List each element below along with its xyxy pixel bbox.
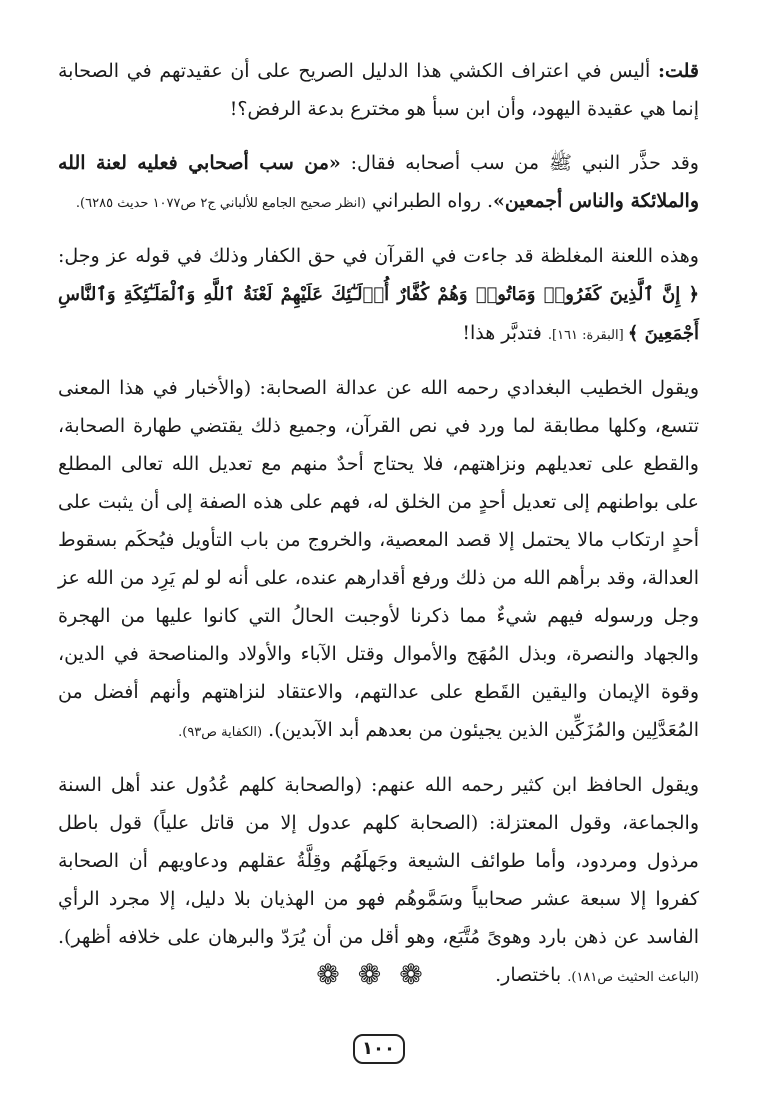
paragraph-3-text: وهذه اللعنة المغلظة قد جاءت في القرآن في حق الكفار وذلك في قوله عز وجل: — [58, 245, 699, 267]
hadith-reference: (انظر صحيح الجامع للألباني ج٢ ص١٠٧٧ حديث ٦٢٨٥). — [75, 196, 366, 211]
flower-ornament-icon: ❁ — [316, 958, 358, 991]
page-number: ١٠٠ — [353, 1034, 405, 1064]
hadith-quote: «من سب أصحابي فعليه لعنة الله والملائكة والناس أجمعين» — [58, 152, 699, 212]
flower-ornament-icon: ❁ — [357, 958, 400, 991]
paragraph-3-text-2: فتدبَّر هذا! — [462, 322, 548, 344]
quran-reference: [البقرة: ١٦١]. — [547, 328, 628, 343]
paragraph-2-text-2: . رواه الطبراني — [366, 190, 494, 212]
paragraph-5-text: ويقول الحافظ ابن كثير رحمه الله عنهم: (والصحابة كلهم عُدُول عند أهل السنة والجماعة، وقول المعتزلة: (الصحابة كلهم عدول إلا من قاتل علياً) قول باطل مرذول ومردود، وأما طوائف الشيعة وجَهلَهُم وقِلَّةُ عقلهم ودعاويهم أن الصحابة كفروا إلا سبعة عشر صحابياً وسَمَّوهُم فهو من الهذيان بلا دليل، إلا مجرد الرأي الفاسد عن ذهن بارد وهوىً مُتَّبَع، وهو أقل من أن يُرَدّ والبرهان على خلافه أظهر). — [58, 774, 699, 948]
lead-word: قلت: — [657, 60, 699, 82]
paragraph-4-text: ويقول الخطيب البغدادي رحمه الله عن عدالة الصحابة: (والأخبار في هذا المعنى تتسع، وكلها مطابقة لما ورد في نص القرآن، وجميع ذلك يقتضي طهارة الصحابة، والقطع على تعديلهم ونزاهتهم، فلا يحتاج أحدٌ منهم مع تعديل الله تعالى المطلع على بواطنهم إلى تعديل أحدٍ من الخلق له، فهم على هذه الصفة إلى أن يثبت على أحدٍ ارتكاب مالا يحتمل إلا قصد المعصية، والخروج من باب التأويل فيُحكَم بسقوط العدالة، وقد برأهم الله من ذلك ورفع أقدارهم عنده، على أنه لو لم يَرِد من الله عز وجل ورسوله فيهم شيءٌ مما ذكرنا لأوجبت الحالُ التي كانوا عليها من الهجرة والجهاد والنصرة، وبذل المُهَج والأموال وقتل الآباء والأولاد والمناصحة في الدين، وقوة الإيمان واليقين القَطع على عدالتهم، والاعتقاد لنزاهتهم وأنهم أفضل من المُعَدَّلِين والمُزَكِّين الذين يجيئون من بعدهم أبد الآبدين). — [58, 377, 699, 741]
page-body — [58, 52, 699, 997]
paragraph-5-text-2: باختصار. — [495, 964, 568, 986]
paragraph-2 — [58, 144, 699, 223]
quran-verse: ﴿ إِنَّ ٱلَّذِينَ كَفَرُوا۟ وَمَاتُوا۟ وَهُمْ كُفَّارٌ أُو۟لَـٰٓئِكَ عَلَيْهِمْ لَعْنَةُ ٱللَّهِ وَٱلْمَلَـٰٓئِكَةِ وَٱلنَّاسِ أَجْمَعِينَ ﴾ — [58, 284, 699, 344]
paragraph-3 — [58, 237, 699, 355]
paragraph-4 — [58, 369, 699, 752]
kifaya-reference: (الكفاية ص٩٣). — [178, 725, 263, 740]
paragraph-1-text: أليس في اعتراف الكشي هذا الدليل الصريح على أن عقيدتهم في الصحابة إنما هي عقيدة اليهود، وأن ابن سبأ هو مخترع بدعة الرفض؟! — [58, 60, 699, 120]
flower-ornament-icon: ❁ — [399, 958, 441, 991]
paragraph-1 — [58, 52, 699, 128]
paragraph-2-text: وقد حذَّر النبي ﷺ من سب أصحابه فقال: — [340, 152, 699, 174]
baith-reference: (الباعث الحثيث ص١٨١). — [567, 970, 699, 985]
section-divider — [0, 958, 757, 991]
